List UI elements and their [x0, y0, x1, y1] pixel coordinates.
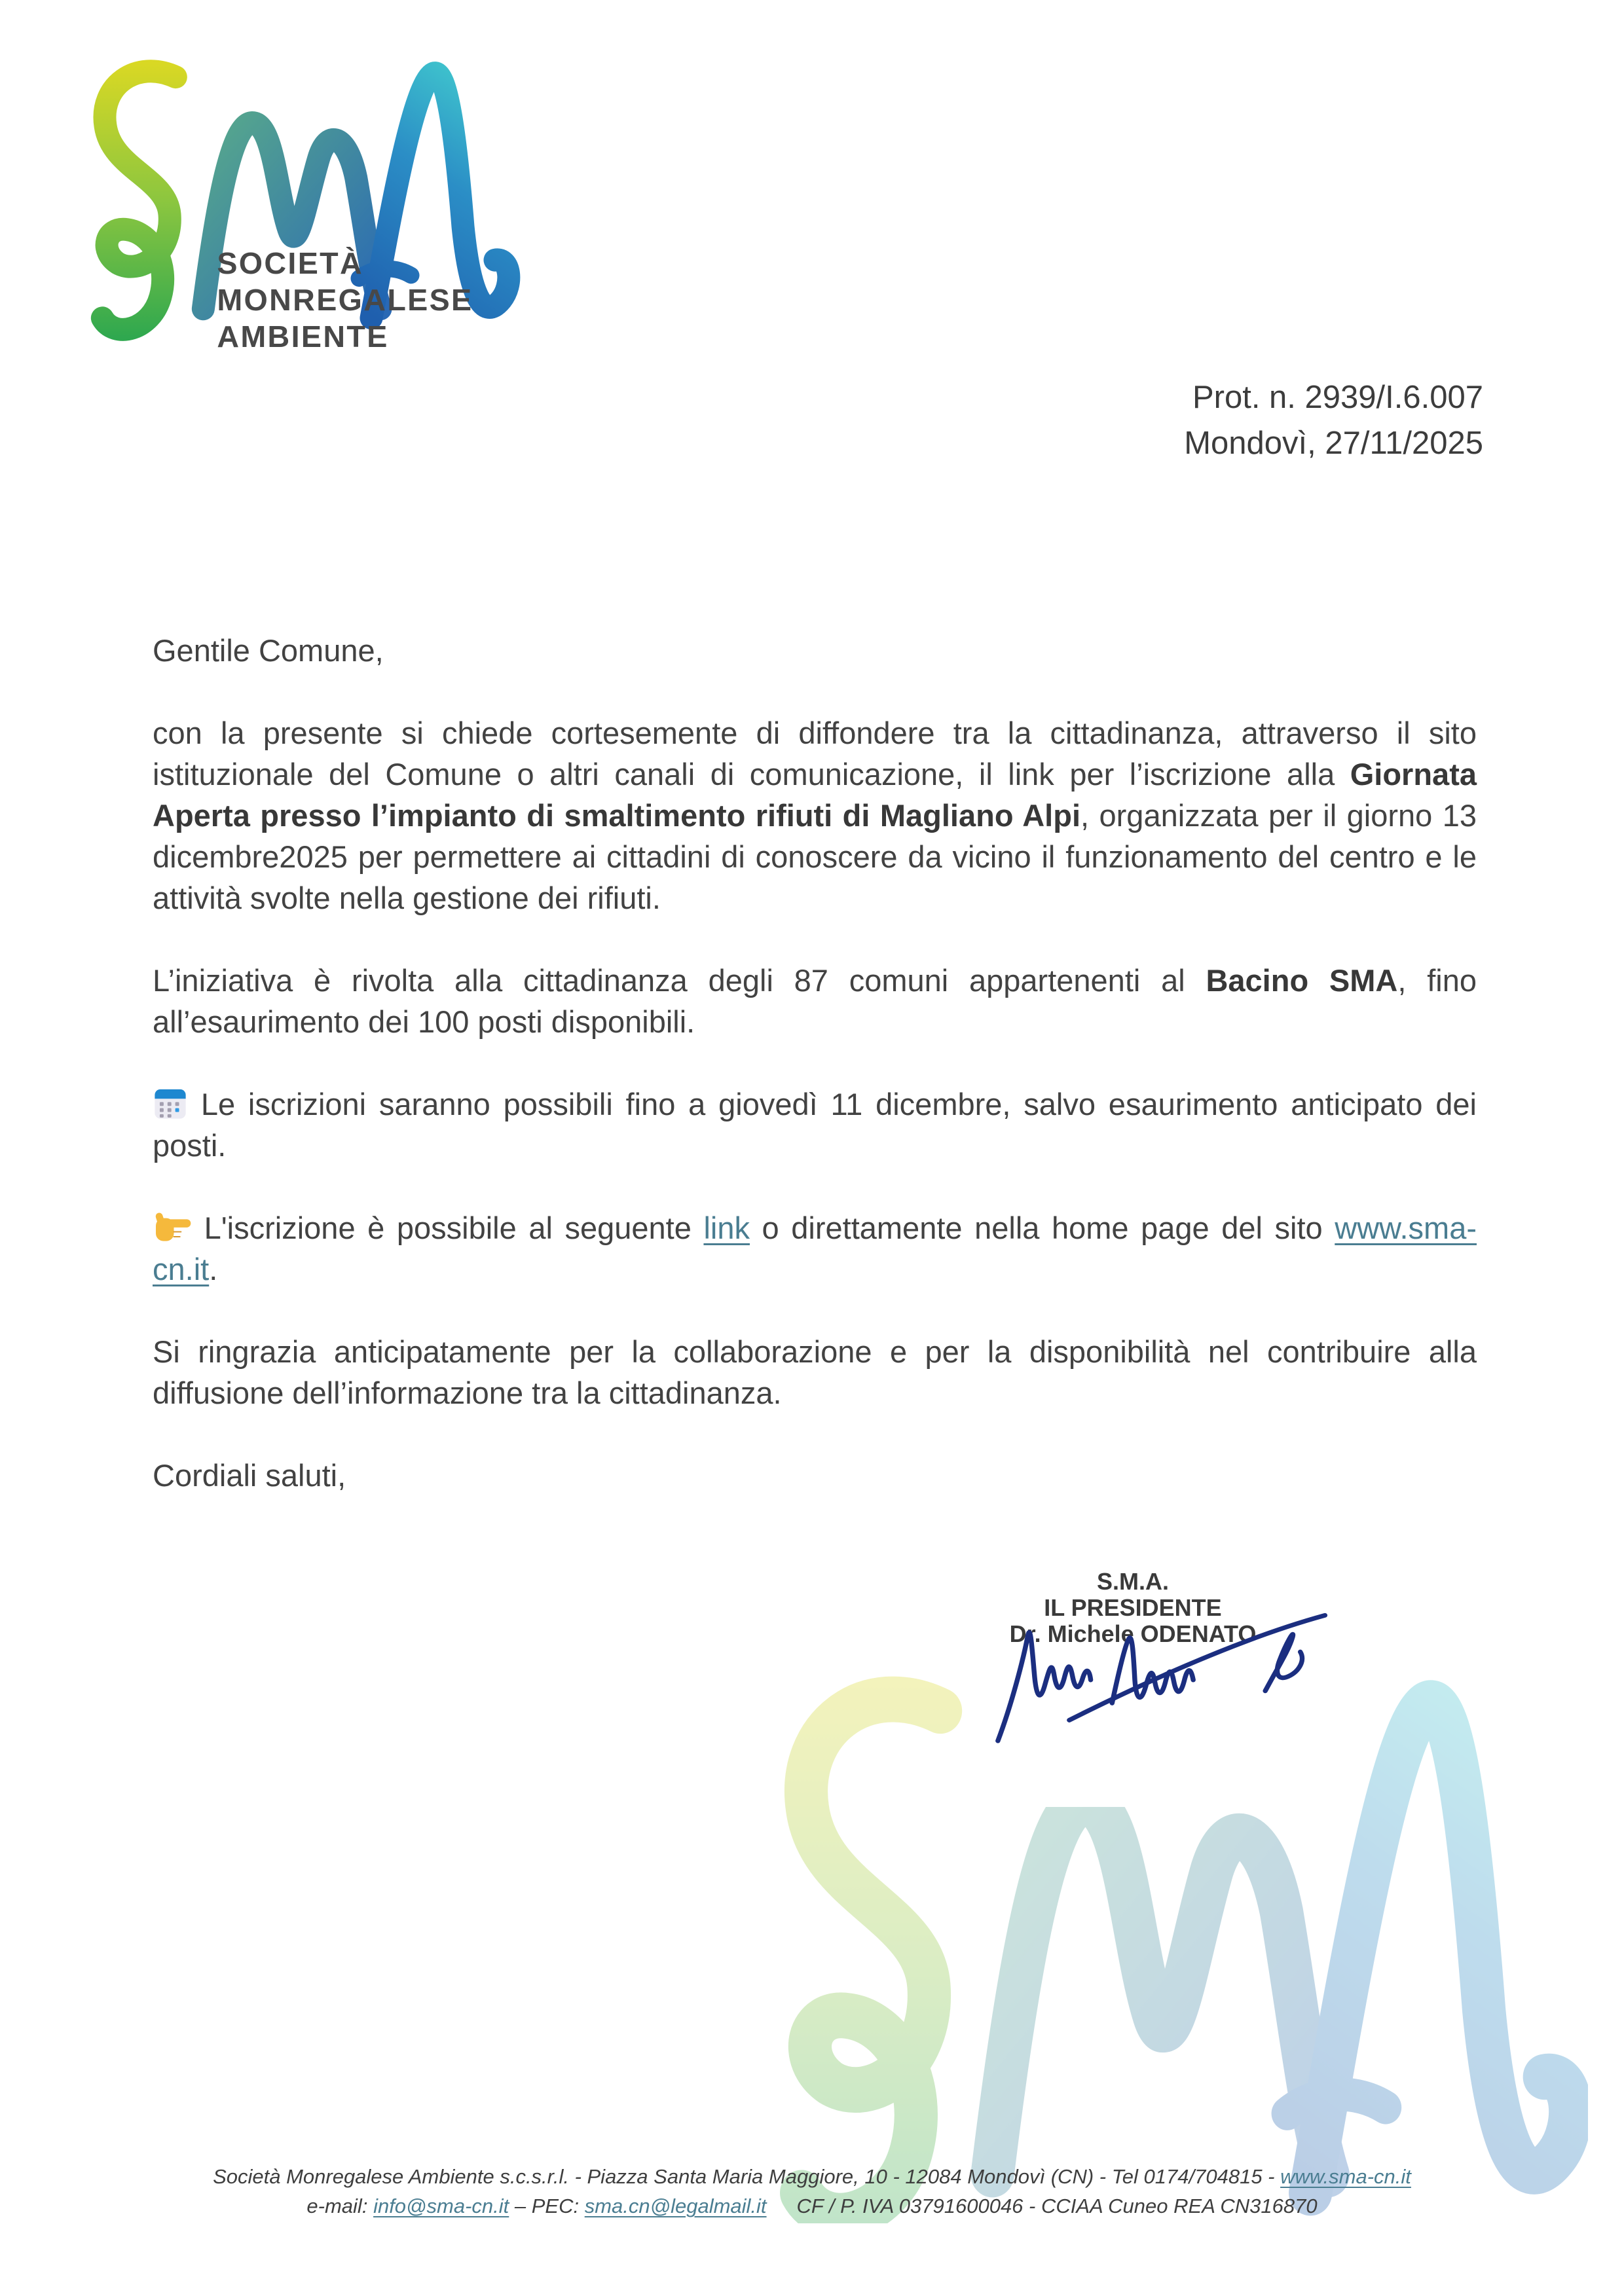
- p4-text-end: .: [209, 1252, 218, 1286]
- footer: [0, 2162, 1624, 2221]
- footer-email-link[interactable]: info@sma-cn.it: [373, 2195, 509, 2217]
- p1-text-end: , organizzata per il giorno 13 dicembre2025 per permettere ai cittadini di conoscere da vicino il funzionamento del centro e le attività svolte nella gestione dei rifiuti.: [153, 798, 1477, 915]
- sma-website-link[interactable]: www.sma-cn.it: [153, 1211, 1477, 1286]
- handwritten-signature: [987, 1601, 1351, 1750]
- logo-tagline-line-2: MONREGALESE: [217, 283, 473, 318]
- footer-pec-label: – PEC:: [509, 2195, 585, 2217]
- logo-tagline-line-1: SOCIETÀ: [217, 246, 364, 281]
- signature-role: IL PRESIDENTE: [1044, 1594, 1222, 1621]
- paragraph-audience: [153, 960, 1477, 1042]
- footer-pec-link[interactable]: sma.cn@legalmail.it: [584, 2195, 767, 2217]
- footer-fiscal-info: CF / P. IVA 03791600046 - CCIAA Cuneo REA CN316870: [796, 2195, 1318, 2217]
- protocol-block: [1184, 374, 1483, 466]
- p2-text-start: L’iniziativa è rivolta alla cittadinanza degli 87 comuni appartenenti al: [153, 963, 1206, 998]
- paragraph-registration: [153, 1207, 1477, 1290]
- signature-name: Dr. Michele ODENATO: [1009, 1620, 1257, 1647]
- letter-body: [153, 630, 1477, 1537]
- p1-event-name: Giornata Aperta presso l’impianto di smaltimento rifiuti di Magliano Alpi: [153, 757, 1477, 833]
- footer-line-1: [0, 2162, 1624, 2191]
- paragraph-thanks: Si ringrazia anticipatamente per la collaborazione e per la disponibilità nel contribuire alla diffusione dell’informazione tra la cittadinanza.: [153, 1334, 1477, 1410]
- p1-text-start: con la presente si chiede cortesemente di diffondere tra la cittadinanza, attraverso il sito istituzionale del Comune o altri canali di comunicazione, il link per l’iscrizione alla: [153, 716, 1477, 792]
- signature-company: S.M.A.: [1096, 1568, 1169, 1595]
- sma-logo: [69, 56, 527, 370]
- registration-link[interactable]: link: [703, 1211, 750, 1245]
- footer-line-2: [0, 2191, 1624, 2221]
- calendar-icon: [153, 1085, 188, 1121]
- paragraph-deadline: [153, 1084, 1477, 1166]
- protocol-number: Prot. n. 2939/I.6.007: [1192, 380, 1483, 415]
- p2-text-end: , fino all’esaurimento dei 100 posti disponibili.: [153, 963, 1477, 1039]
- place-date: Mondovì, 27/11/2025: [1184, 426, 1483, 461]
- footer-address: Società Monregalese Ambiente s.c.s.r.l. - Piazza Santa Maria Maggiore, 10 - 12084 Mondovì (CN) - Tel 0174/704815 -: [213, 2165, 1281, 2188]
- p4-text-mid: o direttamente nella home page del sito: [749, 1211, 1335, 1245]
- logo-tagline-line-3: AMBIENTE: [217, 319, 389, 354]
- p3-text: Le iscrizioni saranno possibili fino a giovedì 11 dicembre, salvo esaurimento anticipato dei posti.: [153, 1087, 1477, 1163]
- closing: Cordiali saluti,: [153, 1458, 346, 1493]
- footer-email-label: e-mail:: [306, 2195, 374, 2217]
- p4-text-start: L'iscrizione è possibile al seguente: [192, 1211, 704, 1245]
- p2-bacino-sma: Bacino SMA: [1206, 963, 1398, 998]
- pointing-right-icon: [153, 1209, 192, 1245]
- footer-website-link[interactable]: www.sma-cn.it: [1280, 2165, 1411, 2188]
- paragraph-invitation: [153, 712, 1477, 919]
- salutation: Gentile Comune,: [153, 633, 384, 668]
